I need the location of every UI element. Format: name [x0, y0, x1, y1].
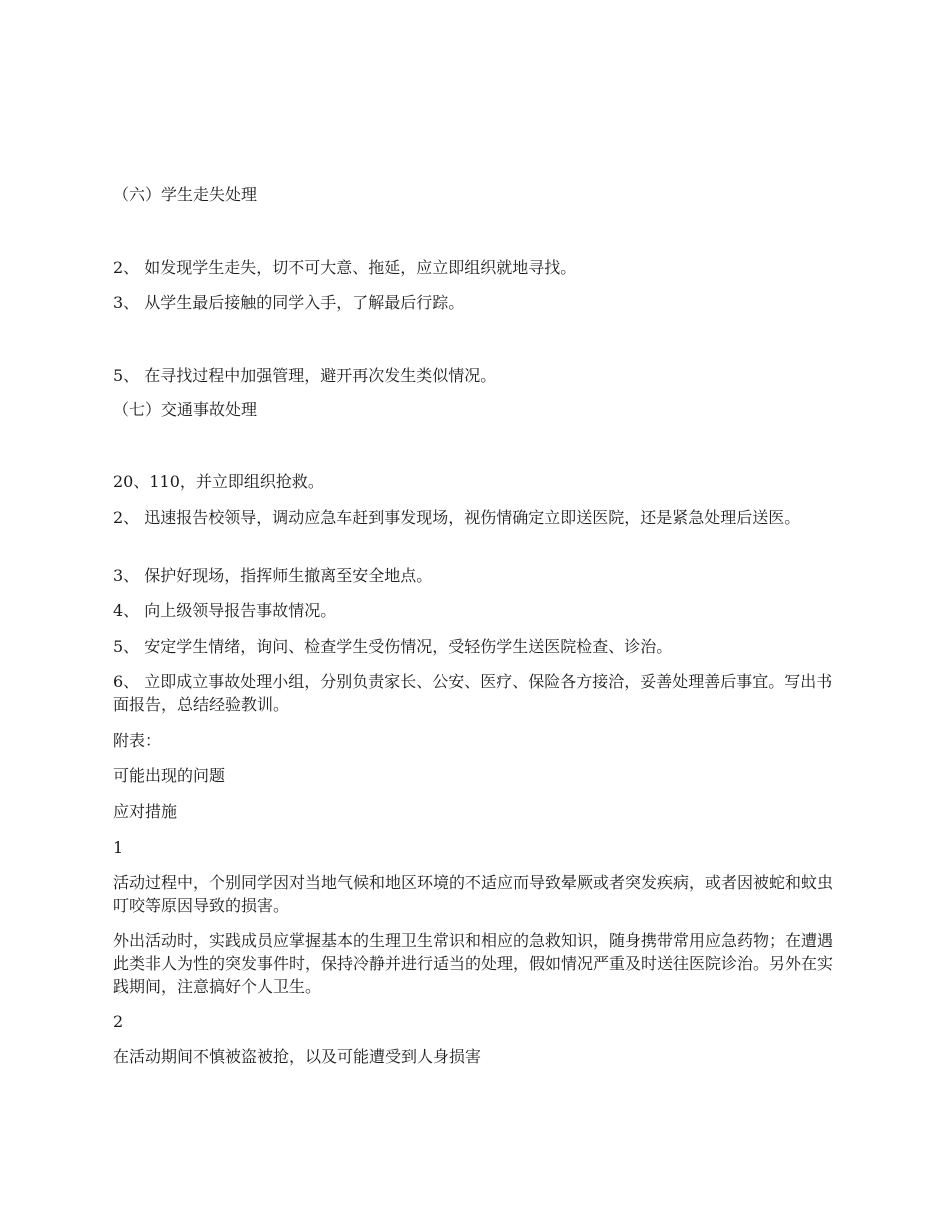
- table-header-problem: 可能出现的问题: [113, 766, 226, 785]
- paragraph-accident-step-2: 2、 迅速报告校领导，调动应急车赶到事发现场，视伤情确定立即送医院，还是紧急处理后送医。: [113, 508, 801, 527]
- paragraph-accident-step-5: 5、 安定学生情绪，询问、检查学生受伤情况，受轻伤学生送医院检查、诊治。: [113, 637, 673, 656]
- paragraph-missing-step-3: 3、 从学生最后接触的同学入手，了解最后行踪。: [113, 293, 465, 312]
- paragraph-accident-step-1: 20、110，并立即组织抢救。: [113, 472, 324, 491]
- paragraph-missing-step-5: 5、 在寻找过程中加强管理，避开再次发生类似情况。: [113, 366, 497, 385]
- table-row-2-number: 2: [113, 1012, 124, 1031]
- paragraph-accident-step-3: 3、 保护好现场，指挥师生撤离至安全地点。: [113, 566, 433, 585]
- table-header-measure: 应对措施: [113, 802, 178, 821]
- appendix-label: 附表：: [113, 731, 162, 750]
- section-heading-student-missing: （六）学生走失处理: [113, 185, 258, 204]
- paragraph-accident-step-6: 6、 立即成立事故处理小组，分别负责家长、公安、医疗、保险各方接洽，妥善处理善后事宜。写出书面报告，总结经验教训。: [113, 672, 833, 714]
- table-row-1-measure: 外出活动时，实践成员应掌握基本的生理卫生常识和相应的急救知识，随身携带常用应急药物；在遭遇此类非人为性的突发事件时，保持冷静并进行适当的处理，假如情况严重及时送往医院诊治。另外在实践期间，注意搞好个人卫生。: [113, 931, 834, 996]
- paragraph-missing-step-2: 2、 如发现学生走失，切不可大意、拖延，应立即组织就地寻找。: [113, 258, 577, 277]
- table-row-1-number: 1: [113, 838, 124, 857]
- section-heading-traffic-accident: （七）交通事故处理: [113, 400, 258, 419]
- table-row-2-problem: 在活动期间不慎被盗被抢，以及可能遭受到人身损害: [113, 1047, 482, 1066]
- table-row-1-problem: 活动过程中，个别同学因对当地气候和地区环境的不适应而导致晕厥或者突发疾病，或者因被蛇和蚊虫叮咬等原因导致的损害。: [113, 873, 834, 915]
- paragraph-accident-step-4: 4、 向上级领导报告事故情况。: [113, 601, 337, 620]
